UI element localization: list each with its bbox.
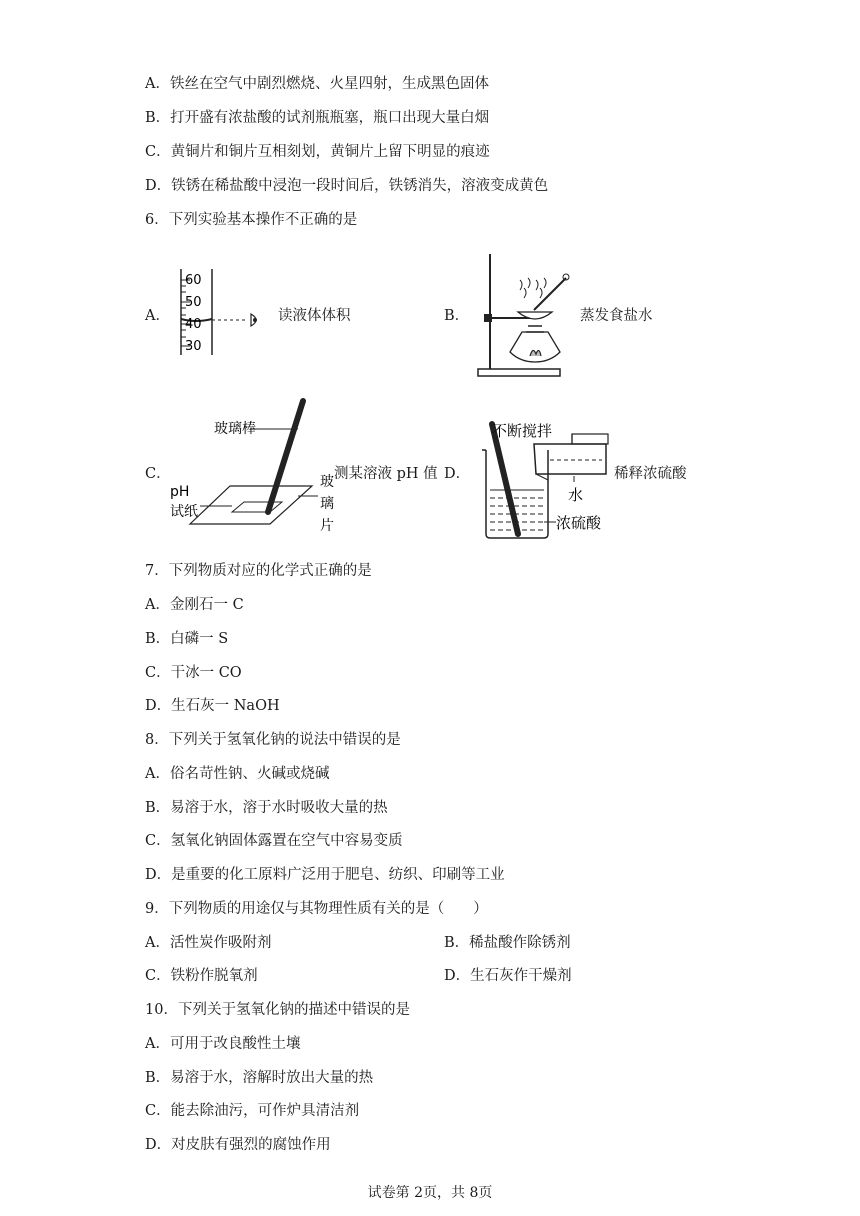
evaporation-apparatus-figure — [470, 250, 570, 380]
q7-option-b: B．白磷一 S — [145, 631, 229, 647]
q10-option-d: D．对皮肤有强烈的腐蚀作用 — [145, 1137, 331, 1153]
q10-option-b: B．易溶于水，溶解时放出大量的热 — [145, 1070, 374, 1086]
q9-option-c: C．铁粉作脱氧剂 — [145, 968, 258, 984]
acid-label: 浓硫酸 — [556, 514, 602, 532]
tick-label: 30 — [185, 339, 202, 354]
q6-d-caption: 稀释浓硫酸 — [614, 466, 687, 482]
q6-c-caption: 测某溶液 pH 值 — [334, 466, 438, 482]
q5-option-d: D．铁锈在稀盐酸中浸泡一段时间后，铁锈消失，溶液变成黄色 — [145, 178, 549, 194]
test-paper-label: 试纸 — [170, 504, 198, 520]
glass-plate-label-2: 璃 — [320, 496, 334, 512]
page-footer: 试卷第 2页，共 8页 — [367, 1185, 493, 1201]
q10-option-c: C．能去除油污，可作炉具清洁剂 — [145, 1103, 360, 1119]
q9-option-a: A．活性炭作吸附剂 — [145, 935, 272, 951]
q7-option-d: D．生石灰一 NaOH — [145, 698, 280, 714]
q6-stem: 6．下列实验基本操作不正确的是 — [145, 212, 358, 228]
q6-b-letter: B． — [444, 308, 470, 324]
q8-option-b: B．易溶于水，溶于水时吸收大量的热 — [145, 800, 388, 816]
glass-plate-label-3: 片 — [320, 518, 334, 534]
q9-option-d: D．生石灰作干燥剂 — [444, 968, 572, 984]
q10-option-a: A．可用于改良酸性土壤 — [145, 1036, 301, 1052]
q6-c-letter: C． — [145, 466, 171, 482]
glass-plate-label-1: 玻 — [320, 474, 334, 490]
q7-option-c: C．干冰一 CO — [145, 665, 242, 681]
water-label: 水 — [568, 486, 584, 504]
q5-option-b: B．打开盛有浓盐酸的试剂瓶瓶塞，瓶口出现大量白烟 — [145, 110, 490, 126]
q8-option-d: D．是重要的化工原料广泛用于肥皂、纺织、印刷等工业 — [145, 867, 505, 883]
q6-a-letter: A． — [145, 308, 170, 324]
dilution-figure — [474, 416, 614, 541]
ph-test-figure — [170, 394, 340, 539]
stir-label: 不断搅拌 — [492, 422, 553, 440]
glass-rod-label: 玻璃棒 — [214, 421, 256, 437]
q10-stem: 10．下列关于氢氧化钠的描述中错误的是 — [145, 1002, 410, 1018]
q5-option-a: A．铁丝在空气中剧烈燃烧、火星四射，生成黑色固体 — [145, 76, 489, 92]
q6-a-caption: 读液体体积 — [278, 308, 351, 324]
q8-stem: 8．下列关于氢氧化钠的说法中错误的是 — [145, 732, 401, 748]
q9-option-b: B．稀盐酸作除锈剂 — [444, 935, 571, 951]
q6-d-letter: D． — [444, 466, 471, 482]
q9-stem: 9．下列物质的用途仅与其物理性质有关的是（ ） — [145, 901, 488, 917]
graduated-cylinder-figure — [168, 265, 268, 359]
ph-label: pH — [170, 484, 190, 500]
tick-label: 40 — [185, 317, 202, 332]
tick-label: 60 — [185, 273, 202, 288]
q7-stem: 7．下列物质对应的化学式正确的是 — [145, 563, 372, 579]
q8-option-a: A．俗名苛性钠、火碱或烧碱 — [145, 766, 330, 782]
q5-option-c: C．黄铜片和铜片互相刻划，黄铜片上留下明显的痕迹 — [145, 144, 490, 160]
tick-label: 50 — [185, 295, 202, 310]
q7-option-a: A．金刚石一 C — [145, 597, 244, 613]
q6-b-caption: 蒸发食盐水 — [580, 308, 653, 324]
q8-option-c: C．氢氧化钠固体露置在空气中容易变质 — [145, 833, 403, 849]
